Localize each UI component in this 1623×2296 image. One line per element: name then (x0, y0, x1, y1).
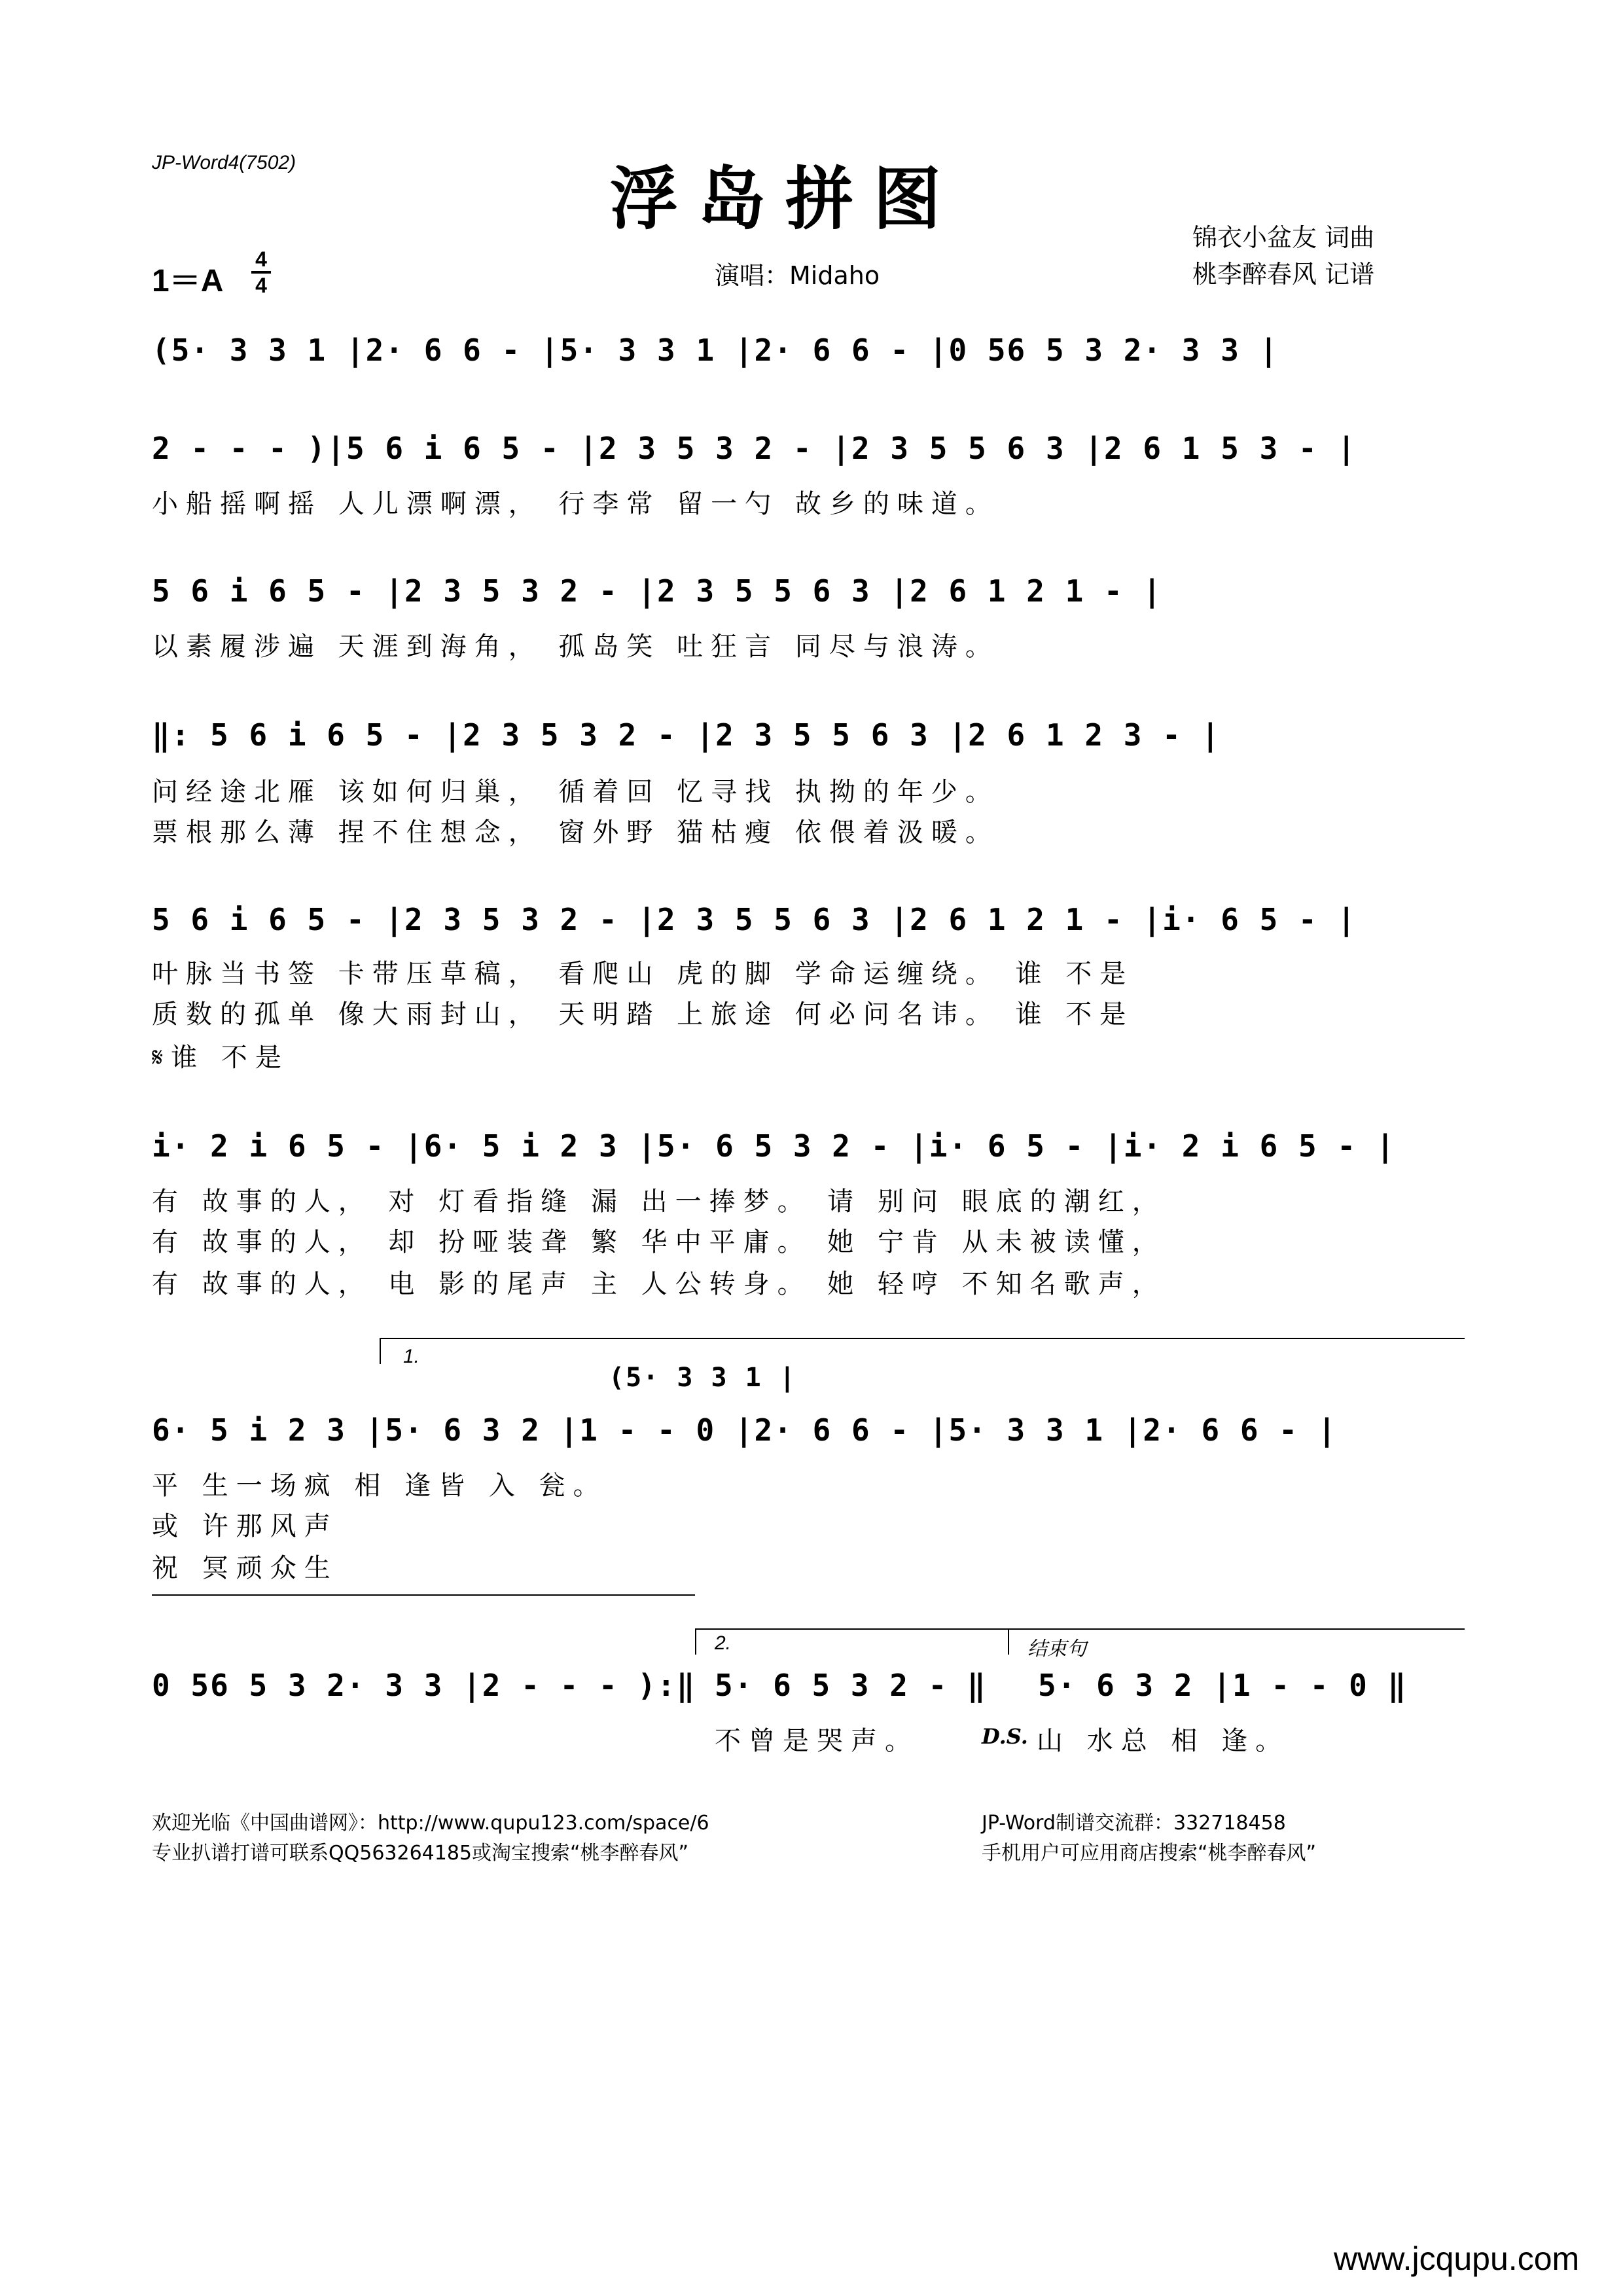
score-line-8-b: 5· 6 5 3 2 - ‖ (715, 1668, 987, 1703)
ending-bracket-start (1008, 1628, 1009, 1655)
lyric-line-5-1: 叶脉当书签 卡带压草稿， 看爬山 虎的脚 学命运缠绕。 谁 不是 (152, 959, 1134, 989)
score-line-2: 2 - - - )|5 6 i 6 5 - |2 3 5 3 2 - |2 3 5 5 6 3 |2 6 1 5 3 - | (152, 431, 1357, 466)
song-title: 浮岛拼图 (610, 158, 961, 239)
transcriber-credit: 桃李醉春风 记谱 (1192, 260, 1375, 289)
footer-right-2: 手机用户可应用商店搜索“桃李醉春风” (982, 1842, 1317, 1865)
lyric-line-5-3: 𝄋谁 不是 (152, 1043, 289, 1073)
score-line-8-a: 0 56 5 3 2· 3 3 |2 - - - ):‖ (152, 1668, 696, 1703)
score-line-8-c: 5· 6 3 2 |1 - - 0 ‖ (1038, 1668, 1408, 1703)
score-line-5: 5 6 i 6 5 - |2 3 5 3 2 - |2 3 5 5 6 3 |2 6 1 2 1 - |i· 6 5 - | (152, 902, 1357, 937)
lyric-line-6-2: 有 故事的人， 却 扮哑装聋 繁 华中平庸。 她 宁肯 从未被读懂， (152, 1227, 1166, 1257)
ending-bracket (1008, 1628, 1465, 1630)
volta-2-bracket-start (695, 1628, 696, 1655)
lyric-line-4-2: 票根那么薄 捏不住想念， 窗外野 猫枯瘦 依偎着汲暖。 (152, 817, 999, 848)
lyric-line-6-1: 有 故事的人， 对 灯看指缝 漏 出一捧梦。 请 别问 眼底的潮红， (152, 1187, 1166, 1217)
score-line-1: (5· 3 3 1 |2· 6 6 - |5· 3 3 1 |2· 6 6 - |0 56 5 3 2· 3 3 | (152, 332, 1279, 368)
composer-credit: 锦衣小盆友 词曲 (1192, 223, 1375, 252)
lyric-line-8-c: 山 水总 相 逢。 (1037, 1726, 1290, 1756)
lyric-line-4-1: 问经途北雁 该如何归巢， 循着回 忆寻找 执拗的年少。 (152, 777, 999, 807)
lyric-line-7-2: 或 许那风声 (152, 1511, 338, 1541)
score-line-3: 5 6 i 6 5 - |2 3 5 3 2 - |2 3 5 5 6 3 |2 6 1 2 1 - | (152, 573, 1163, 609)
score-line-4: ‖: 5 6 i 6 5 - |2 3 5 3 2 - |2 3 5 5 6 3 |2 6 1 2 3 - | (152, 717, 1221, 753)
time-signature-top: 4 (255, 247, 267, 271)
cue-notes: (5· 3 3 1 | (609, 1363, 796, 1393)
footer-left-1: 欢迎光临《中国曲谱网》：http://www.qupu123.com/space/6 (152, 1812, 709, 1835)
lyric-line-8-b: 不曾是哭声。 (715, 1726, 919, 1756)
volta-1-label: 1. (403, 1346, 420, 1367)
lyric-line-5-2: 质数的孤单 像大雨封山， 天明踏 上旅途 何必问名讳。 谁 不是 (152, 999, 1134, 1030)
score-line-6: i· 2 i 6 5 - |6· 5 i 2 3 |5· 6 5 3 2 - |i· 6 5 - |i· 2 i 6 5 - | (152, 1128, 1396, 1164)
lyric-line-2-1: 小船摇啊摇 人儿漂啊漂， 行李常 留一勺 故乡的味道。 (152, 489, 999, 519)
dal-segno-marking: D.S. (982, 1724, 1028, 1749)
ending-label: 结束句 (1027, 1638, 1086, 1660)
lyric-line-7-3: 祝 冥顽众生 (152, 1553, 338, 1583)
volta-1-bracket-start (380, 1338, 381, 1364)
volta-1-bracket (380, 1338, 1465, 1339)
lyric-line-6-3: 有 故事的人， 电 影的尾声 主 人公转身。 她 轻哼 不知名歌声， (152, 1269, 1166, 1299)
key-signature: 1＝A (152, 264, 224, 298)
footer-left-2: 专业扒谱打谱可联系QQ563264185或淘宝搜索“桃李醉春风” (152, 1842, 689, 1865)
volta-2-label: 2. (715, 1632, 732, 1654)
watermark-site: www.jcqupu.com (1334, 2240, 1580, 2277)
score-line-7: 6· 5 i 2 3 |5· 6 3 2 |1 - - 0 |2· 6 6 - |5· 3 3 1 |2· 6 6 - | (152, 1412, 1338, 1448)
volta-top-line (152, 1594, 695, 1596)
footer-right-1: JP-Word制谱交流群：332718458 (982, 1812, 1286, 1835)
time-signature-bottom: 4 (255, 274, 267, 297)
lyric-line-3-1: 以素履涉遍 天涯到海角， 孤岛笑 吐狂言 同尽与浪涛。 (152, 632, 999, 662)
lyric-line-7-1: 平 生一场疯 相 逢皆 入 瓮。 (152, 1471, 607, 1501)
singer-credit: 演唱：Midaho (715, 261, 880, 290)
software-label: JP-Word4(7502) (152, 152, 296, 173)
volta-2-bracket (695, 1628, 1008, 1630)
